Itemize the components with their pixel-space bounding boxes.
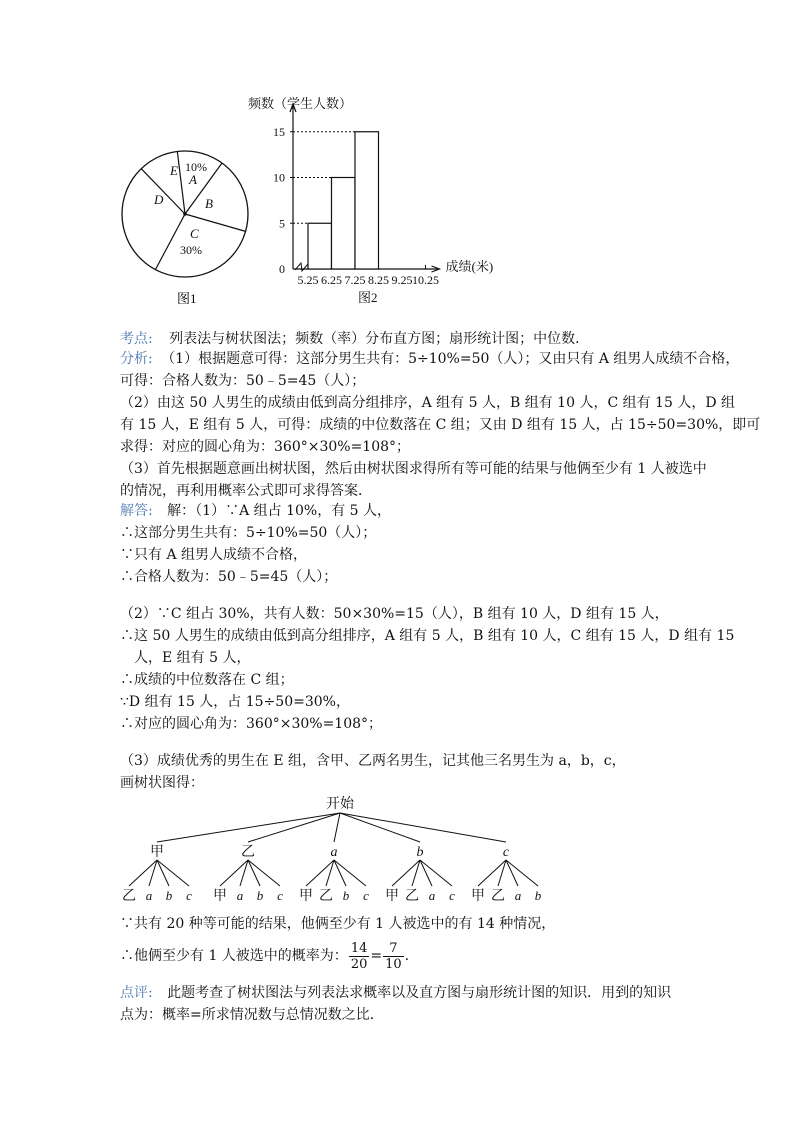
part2-line-4: ∴成绩的中位数落在 C 组； xyxy=(120,672,294,688)
tree-edge-root xyxy=(334,813,340,842)
pie-center xyxy=(183,212,187,216)
histogram-caption: 图2 xyxy=(358,290,378,305)
fenxi-line-4: 有 15 人，E 组有 5 人，可得：成绩的中位数落在 C 组；又由 D 组有 15 人，占 15÷50=30%，即可 xyxy=(120,417,761,433)
part2-line-3: 人，E 组有 5 人， xyxy=(134,650,251,666)
tree-edge-leaf xyxy=(420,860,452,886)
histogram-bar-2 xyxy=(332,178,356,270)
tree-leaf-1-3: b xyxy=(165,888,173,903)
tree-leaf-4-1: 甲 xyxy=(385,889,399,904)
tree-leaf-5-2: 乙 xyxy=(491,889,505,904)
tree-leaf-5-4: b xyxy=(534,888,542,903)
histogram-x-tick-8.25: 8.25 xyxy=(368,273,389,287)
conclusion-line-2-row xyxy=(120,940,409,972)
pie-slice-boundary xyxy=(155,214,185,270)
tree-leaf-2-1: 甲 xyxy=(213,889,227,904)
jieda-label: 解答: xyxy=(120,503,153,519)
histogram-chart xyxy=(240,92,560,307)
tree-edge-root xyxy=(340,813,506,842)
pie-slice-label-a: A xyxy=(189,172,197,187)
part2-line-2: ∴这 50 人男生的成绩由低到高分组排序，A 组有 5 人，B 组有 10 人，C 组有 15 人，D 组有 15 xyxy=(120,628,735,644)
tree-edge-root xyxy=(248,813,340,842)
tree-leaf-2-3: b xyxy=(256,888,264,903)
pie-slice-label-e: E xyxy=(170,163,178,178)
tree-leaf-3-3: b xyxy=(342,888,350,903)
pie-slice-boundary xyxy=(177,151,185,214)
dianping-line-1: 此题考查了树状图法与列表法求概率以及直方图与扇形统计图的知识．用到的知识 xyxy=(167,985,672,1001)
tree-leaf-1-2: a xyxy=(145,888,153,903)
histogram-bar-3 xyxy=(355,132,379,269)
tree-edge-root xyxy=(157,813,340,842)
histogram-y-tick-5: 5 xyxy=(279,216,285,231)
kaodian-text: 列表法与树状图法；频数（率）分布直方图；扇形统计图；中位数． xyxy=(169,331,590,347)
tree-leaf-2-4: c xyxy=(277,888,283,903)
tree-leaf-5-3: a xyxy=(514,888,522,903)
tree-leaf-3-1: 甲 xyxy=(299,889,313,904)
histogram-axis-break xyxy=(295,263,308,271)
tree-leaf-5-1: 甲 xyxy=(471,889,485,904)
tree-edge-leaf xyxy=(157,860,169,886)
tree-leaf-2-2: a xyxy=(236,888,244,903)
fenxi-line-1: （1）根据题意可得：这部分男生共有：5÷10%=50（人）；又由只有 A 组男人成绩不合格， xyxy=(161,351,740,367)
tree-leaf-3-2: 乙 xyxy=(319,889,333,904)
pie-slice-percent-c: 30% xyxy=(180,243,202,257)
fenxi-line-5: 求得：对应的圆心角为：360°×30%=108°； xyxy=(120,439,411,455)
tree-diagram xyxy=(110,792,570,907)
histogram-x-tick-9.25: 9.25 xyxy=(391,273,413,287)
tree-node-1: 甲 xyxy=(150,845,164,860)
tree-leaf-4-3: a xyxy=(428,888,436,903)
jieda-line-2: ∴这部分男生共有：5÷10%=50（人）； xyxy=(120,525,377,541)
tree-edge-leaf xyxy=(420,860,432,886)
tree-leaf-1-1: 乙 xyxy=(122,889,136,904)
histogram-x-label: 成绩(米) xyxy=(445,259,494,274)
tree-edge-leaf xyxy=(334,860,346,886)
tree-leaf-3-4: c xyxy=(363,888,369,903)
tree-edge-leaf xyxy=(506,860,518,886)
tree-root: 开始 xyxy=(326,797,354,812)
part3-line-2: 画树状图得： xyxy=(120,775,204,791)
part2-line-5: ∵D 组有 15 人，占 15÷50=30%， xyxy=(120,694,350,710)
fenxi-line-6: （3）首先根据题意画出树状图，然后由树状图求得所有等可能的结果与他俩至少有 1 人被选中 xyxy=(120,461,707,477)
fenxi-label: 分析: xyxy=(120,351,153,367)
part3-line-1: （3）成绩优秀的男生在 E 组，含甲、乙两名男生，记其他三名男生为 a，b，c， xyxy=(120,753,626,769)
dianping-label: 点评: xyxy=(120,985,153,1001)
tree-edge-root xyxy=(340,813,420,842)
pie-caption: 图1 xyxy=(177,291,197,306)
fenxi-line-2: 可得：合格人数为：50﹣5=45（人）； xyxy=(120,373,366,389)
histogram-y-tick-10: 10 xyxy=(273,170,285,185)
histogram-x-tick-10.25: 10.25 xyxy=(412,273,439,287)
part2-line-1: （2）∵C 组占 30%，共有人数：50×30%=15（人），B 组有 10 人，D 组有 15 人， xyxy=(120,606,669,622)
fraction-14-20: $\frac{14}{20}$ xyxy=(350,940,368,972)
fraction-equals: = xyxy=(370,948,383,964)
histogram-x-tick-7.25: 7.25 xyxy=(344,273,366,287)
histogram-y-label: 频数（学生人数） xyxy=(248,96,353,111)
fraction-7-10: $\frac{7}{10}$ xyxy=(385,940,402,972)
histogram-x-tick-6.25: 6.25 xyxy=(321,273,342,287)
tree-edge-leaf xyxy=(157,860,189,886)
pie-slice-label-c: C xyxy=(190,226,199,241)
conclusion-period: . xyxy=(404,948,410,964)
fenxi-line-7: 的情况，再利用概率公式即可求得答案． xyxy=(120,483,372,499)
part2-line-6: ∴对应的圆心角为：360°×30%=108°； xyxy=(120,716,383,732)
fenxi-line-3: （2）由这 50 人男生的成绩由低到高分组排序，A 组有 5 人，B 组有 10 人，C 组有 15 人，D 组 xyxy=(120,395,735,411)
tree-edge-leaf xyxy=(334,860,366,886)
tree-edge-leaf xyxy=(248,860,260,886)
tree-edge-leaf xyxy=(506,860,538,886)
pie-slice-label-d: D xyxy=(154,192,164,207)
tree-node-4: b xyxy=(416,845,424,860)
tree-leaf-4-2: 乙 xyxy=(405,889,419,904)
tree-edge-leaf xyxy=(248,860,280,886)
histogram-y-tick-15: 15 xyxy=(273,124,285,139)
jieda-line-1: 解：（1）∵A 组占 10%，有 5 人， xyxy=(167,503,392,519)
tree-node-2: 乙 xyxy=(241,845,255,860)
dianping-line-2: 点为：概率=所求情况数与总情况数之比． xyxy=(120,1007,384,1023)
tree-node-3: a xyxy=(330,845,338,860)
kaodian-label: 考点: xyxy=(120,331,153,347)
jieda-line-3: ∵只有 A 组男人成绩不合格， xyxy=(120,547,308,563)
pie-slice-label-b: B xyxy=(205,196,213,211)
pie-slice-percent-a: 10% xyxy=(185,160,207,174)
tree-node-5: c xyxy=(502,845,510,860)
jieda-line-4: ∴合格人数为：50﹣5=45（人）； xyxy=(120,569,338,585)
tree-leaf-1-4: c xyxy=(186,888,192,903)
histogram-y-tick-0: 0 xyxy=(279,262,285,276)
conclusion-line-2: ∴他俩至少有 1 人被选中的概率为： xyxy=(120,948,348,964)
conclusion-line-1: ∵共有 20 种等可能的结果，他俩至少有 1 人被选中的有 14 种情况， xyxy=(120,916,556,932)
histogram-bar-1 xyxy=(308,223,332,269)
tree-leaf-4-4: c xyxy=(449,888,455,903)
histogram-x-tick-5.25: 5.25 xyxy=(297,273,319,287)
